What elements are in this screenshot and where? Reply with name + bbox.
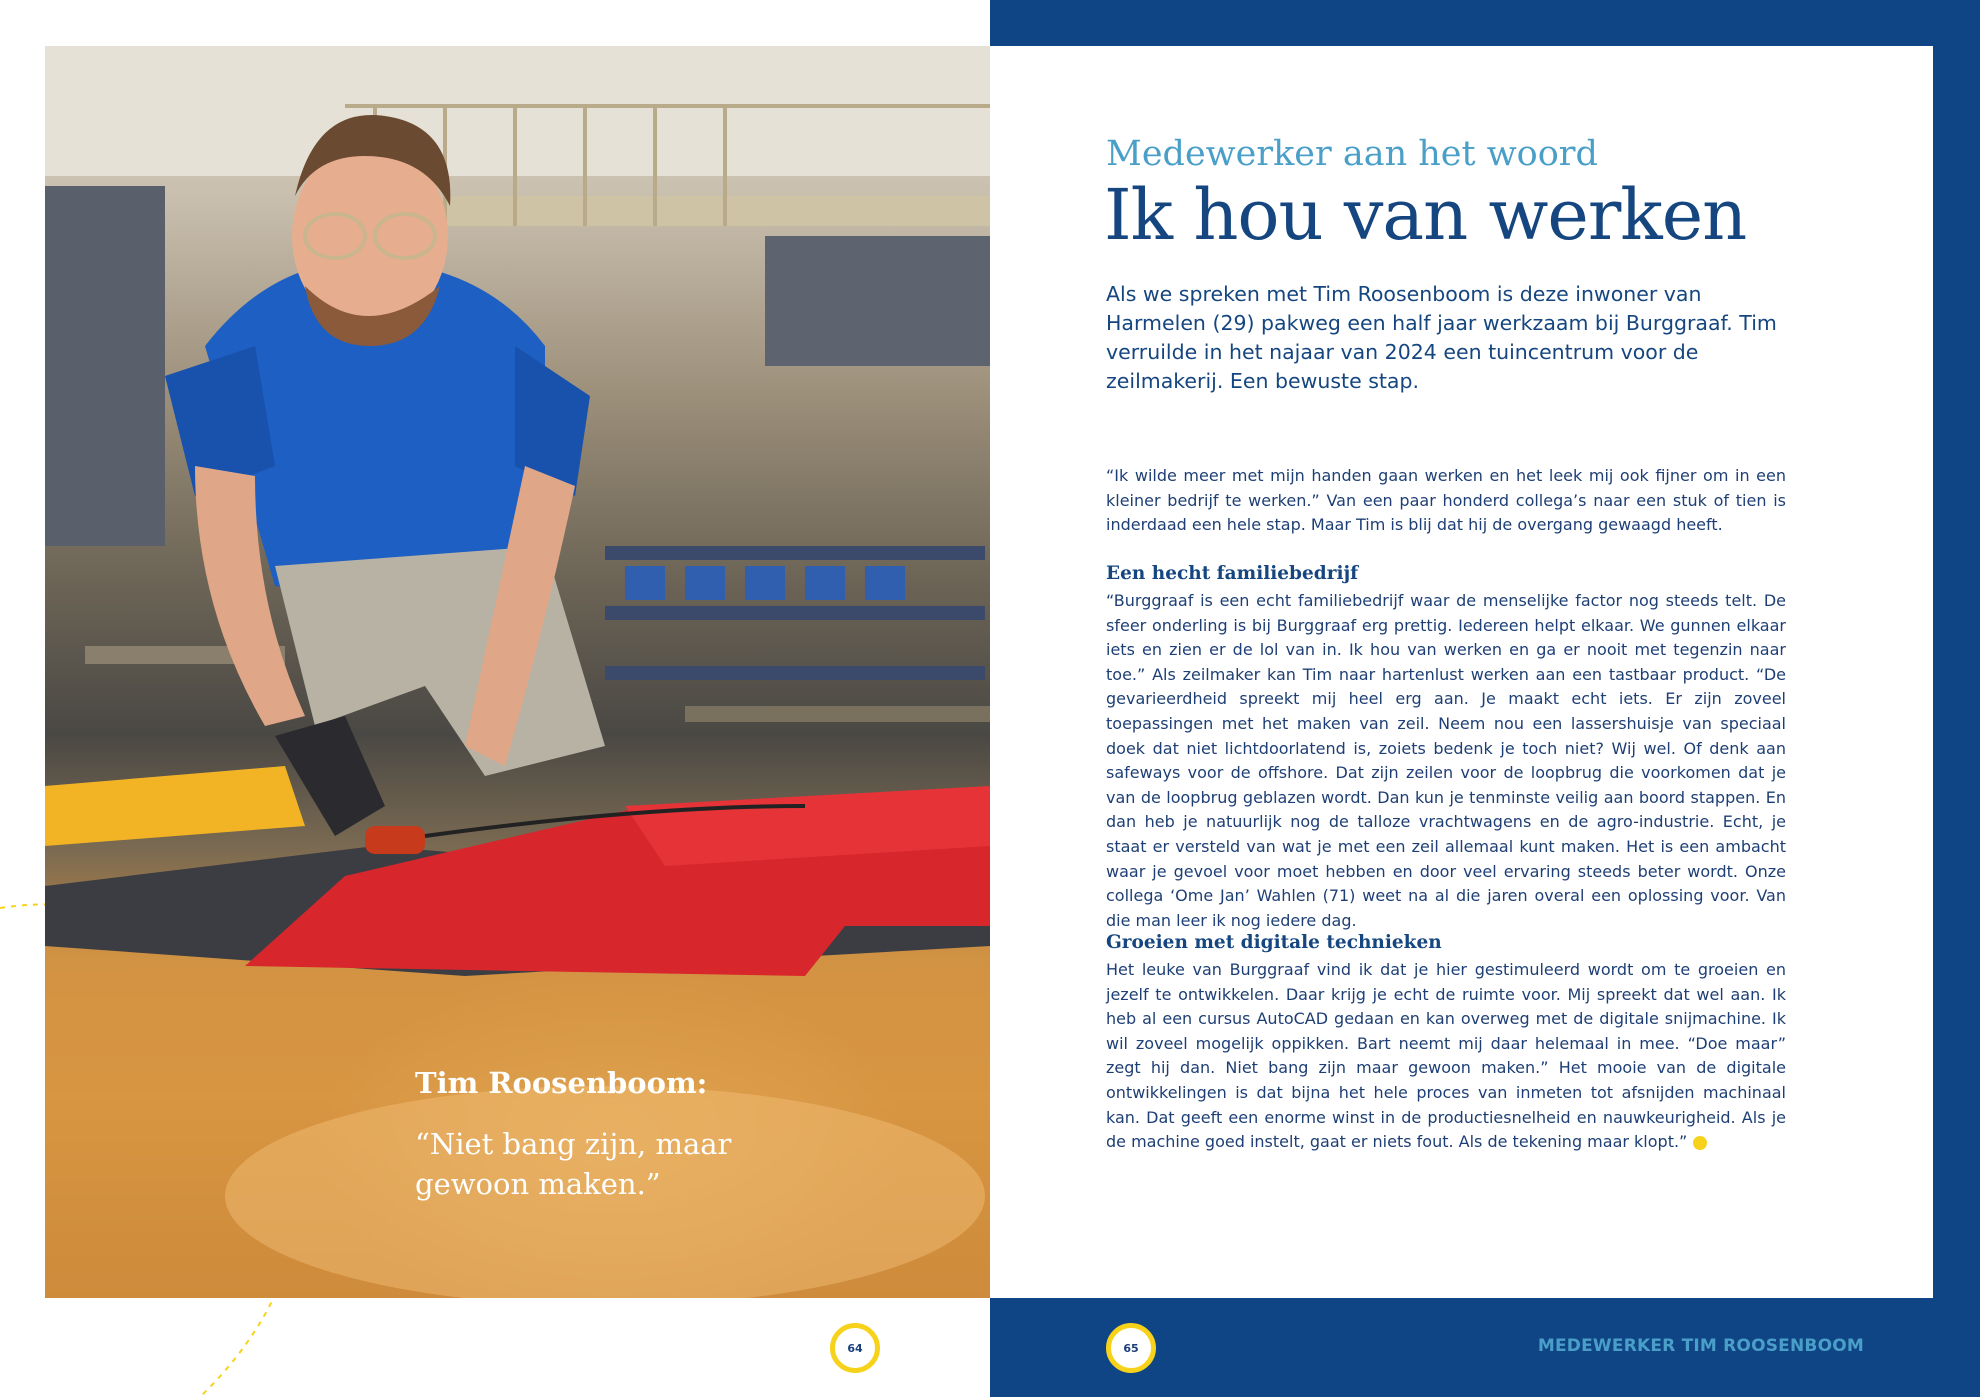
article-card bbox=[990, 46, 1933, 1298]
article-headline: Ik hou van werken bbox=[1104, 174, 1747, 256]
photo-caption-quote: “Niet bang zijn, maar gewoon maken.” bbox=[415, 1127, 732, 1201]
right-page bbox=[990, 0, 1980, 1397]
photo-caption-name: Tim Roosenboom: bbox=[415, 1066, 708, 1100]
article-intro: Als we spreken met Tim Roosenboom is deze inwoner van Harmelen (29) pakweg een half jaar werkzaam bij Burggraaf. Tim verruilde in het najaar van 2024 een tuincentrum voor de zeilmakerij. Een bewuste stap. bbox=[1106, 282, 1777, 393]
section-text-familiebedrijf: “Burggraaf is een echt familiebedrijf waar de menselijke factor nog steeds telt. De sfeer onderling is bij Burggraaf erg prettig. Iedereen helpt elkaar. We gunnen elkaar iets en zien er de lol van in. Ik hou van werken en ga er nooit met tegenzin naar toe.” Als zeilmaker kan Tim naar hartenlust werken aan een tastbaar product. “De gevarieerdheid spreekt mij heel erg aan. Je maakt echt iets. Er zijn zoveel toepassingen met het maken van zeil. Neem nou een lassershuisje van speciaal doek dat niet lichtdoorlatend is, zoiets bedenk je toch niet? Wij wel. Of denk aan safeways voor de offshore. Dat zijn zeilen voor de loopbrug die voorkomen dat je van de loopbrug geblazen wordt. Dan kun je tenminste veilig aan boord stappen. En dan heb je natuurlijk nog de talloze vrachtwagens en de agro-industrie. Echt, je staat er versteld van wat je met een zeil allemaal kunt maken. Het is een ambacht waar je gevoel voor moet hebben en door veel ervaring steeds beter wordt. Onze collega ‘Ome Jan’ Wahlen (71) weet na al die jaren overal een oplossing voor. Van die man leer ik nog iedere dag. bbox=[1106, 591, 1786, 930]
page-number-left: 64 bbox=[830, 1323, 880, 1373]
workshop-scene-illustration bbox=[45, 46, 990, 1298]
section-heading-digitale-technieken: Groeien met digitale technieken bbox=[1106, 932, 1442, 953]
end-mark-dot bbox=[1693, 1136, 1707, 1150]
article-paragraph: “Ik wilde meer met mijn handen gaan werken en het leek mij ook fijner om in een kleiner bedrijf te werken.” Van een paar honderd collega’s naar een stuk of tien is inderdaad een hele stap. Maar Tim is blij dat hij de overgang gewaagd heeft. bbox=[1106, 466, 1786, 535]
page-number-right: 65 bbox=[1106, 1323, 1156, 1373]
section-text-digitale-technieken: Het leuke van Burggraaf vind ik dat je hier gestimuleerd wordt om te groeien en jezelf te ontwikkelen. Daar krijg je echt de ruimte voor. Mij spreekt dat wel aan. Ik heb al een cursus AutoCAD gedaan en kan overweg met de digitale snijmachine. Ik wil zoveel mogelijk oppikken. Bart neemt mij daar helemaal in mee. “Doe maar” zegt hij dan. Niet bang zijn maar gewoon maken.” Het mooie van de digitale ontwikkelingen is dat bijna het hele proces van inmeten tot afsnijden machinaal kan. Dat geeft een enorme winst in de productiesnelheid en nauwkeurigheid. Als je de machine goed instelt, gaat er niets fout. Als de tekening maar klopt.” bbox=[1106, 960, 1786, 1152]
running-footer-title: MEDEWERKER TIM ROOSENBOOM bbox=[1537, 1336, 1864, 1356]
section-heading-familiebedrijf: Een hecht familiebedrijf bbox=[1106, 563, 1359, 584]
employee-photo bbox=[45, 46, 990, 1298]
article-kicker: Medewerker aan het woord bbox=[1106, 134, 1598, 174]
